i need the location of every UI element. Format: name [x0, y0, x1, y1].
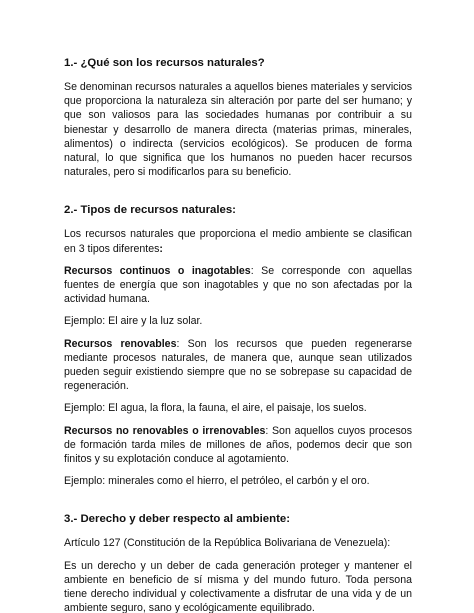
renovables-term: Recursos renovables — [64, 337, 177, 350]
no-renovables-definition — [64, 424, 412, 467]
section-1-heading: 1.- ¿Qué son los recursos naturales? — [64, 57, 265, 69]
section-3-body: Es un derecho y un deber de cada generación proteger y mantener el ambiente en beneficio de sí misma y del mundo futuro. Toda persona tiene derecho individual y colectivamente a disfrutar de una vida y de un ambiente seguro, sano y ecológicamente equilibrado. — [64, 559, 412, 613]
section-2-heading: 2.- Tipos de recursos naturales: — [64, 204, 236, 217]
inagotables-text: : Se corresponde con aquellas fuentes de energía que son inagotables y que no son afectadas por la actividad humana. — [64, 264, 412, 306]
inagotables-term: Recursos continuos o inagotables — [64, 264, 251, 277]
document-content — [64, 56, 412, 613]
section-3-heading: 3.- Derecho y deber respecto al ambiente: — [64, 513, 290, 526]
section-2-intro-text: Los recursos naturales que proporciona el medio ambiente se clasifican en 3 tipos diferentes — [64, 228, 412, 255]
renovables-text: : Son los recursos que pueden regenerarse mediante procesos naturales, de manera que, aunque sean utilizados pueden seguir existiendo siempre que no se sobrepase su capacidad de regeneración. — [64, 337, 413, 393]
section-3-article: Artículo 127 (Constitución de la República Bolivariana de Venezuela): — [64, 537, 391, 550]
renovables-example: Ejemplo: El agua, la flora, la fauna, el aire, el paisaje, los suelos. — [64, 402, 367, 415]
section-1-body: Se denominan recursos naturales a aquellos bienes materiales y servicios que proporciona la naturaleza sin alteración por parte del ser humano; y que son valiosos para las sociedades humanas por contribuir a su bienestar y desarrollo de manera directa (materias primas, minerales, alimentos) o indirecta (servicios ecológicos). Se producen de forma natural, lo que significa que los humanos no pueden hacer recursos naturales, pero si modificarlos para su beneficio. — [64, 81, 413, 179]
inagotables-definition — [64, 264, 412, 307]
inagotables-example: Ejemplo: El aire y la luz solar. — [64, 315, 203, 328]
no-renovables-example: Ejemplo: minerales como el hierro, el petróleo, el carbón y el oro. — [64, 475, 370, 488]
renovables-definition — [64, 337, 412, 394]
no-renovables-text: : Son aquellos cuyos procesos de formación tarda miles de millones de años, podemos decir que son finitos y su explotación conduce al agotamiento. — [64, 424, 412, 466]
section-2-intro — [64, 227, 412, 255]
no-renovables-term: Recursos no renovables o irrenovables — [64, 424, 266, 437]
section-2-intro-colon: : — [159, 242, 163, 255]
